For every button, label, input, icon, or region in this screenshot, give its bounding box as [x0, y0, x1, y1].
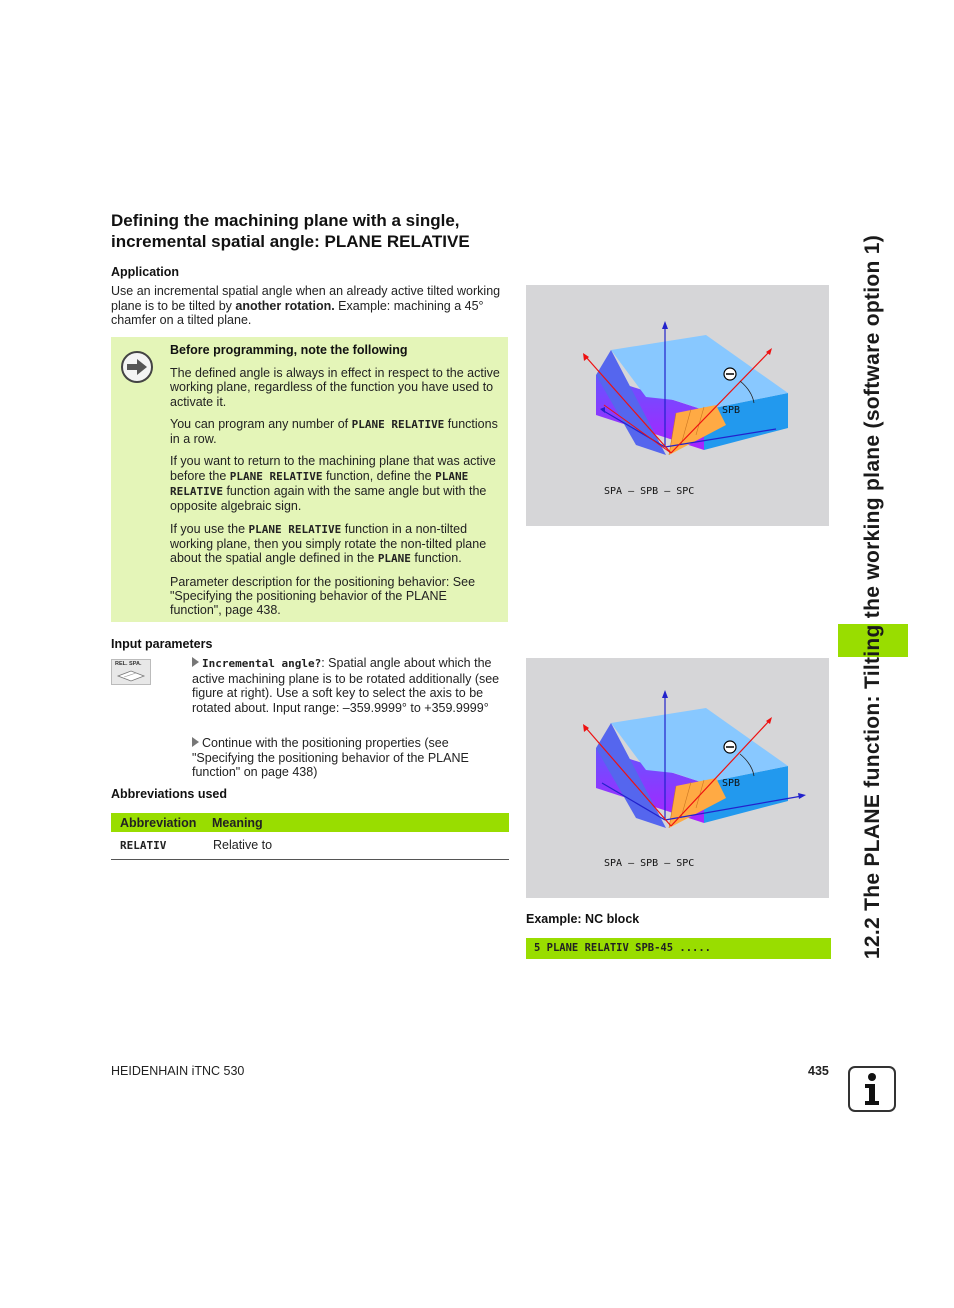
application-text: Use an incremental spatial angle when an already active tilted working plane is to be tilted by another rotation. Example: machining a 45° chamfer on a tilted plane. — [111, 284, 501, 327]
abbrev-table — [111, 813, 509, 860]
col-abbreviation: Abbreviation — [120, 815, 197, 830]
table-row: RELATIV Relative to — [111, 832, 509, 859]
figure1-spb-label: SPB — [722, 405, 741, 416]
note-p5: Parameter description for the positioning behavior: See "Specifying the positioning behavior of the PLANE function", page 438. — [170, 574, 476, 618]
note-p2: You can program any number of PLANE RELATIVE functions in a row. — [170, 416, 498, 447]
note-p4: If you use the PLANE RELATIVE function in a non-tilted working plane, then you simply rotate the non-tilted plane about the spatial angle defined in the PLANE function. — [170, 521, 487, 566]
plane-icon — [112, 668, 150, 684]
figure2-spb-label: SPB — [722, 778, 741, 789]
input-param-item1: Incremental angle?: Spatial angle about which the active machining plane is to be rotated additionally (see figure at right). Use a soft key to select the axis to be rotated about. Input range: –359.9999° to +359.9999° — [192, 656, 500, 715]
figure-1 — [526, 285, 829, 526]
note-box — [111, 337, 508, 622]
arrow-right-circle-icon — [120, 350, 154, 384]
tilted-block-illustration — [526, 658, 829, 898]
input-param-item2: Continue with the positioning properties (see "Specifying the positioning behavior of the PLANE function" on page 438) — [192, 736, 469, 779]
note-content — [170, 343, 500, 625]
tilted-block-illustration — [526, 285, 829, 526]
section-title-line2: incremental spatial angle: PLANE RELATIVE — [111, 232, 470, 251]
figure2-axes-label: SPA – SPB – SPC — [604, 858, 695, 869]
figure-2 — [526, 658, 829, 898]
bullet-triangle-icon — [192, 657, 199, 667]
example-heading: Example: NC block — [526, 912, 640, 926]
chapter-title-vertical: 12.2 The PLANE function: Tilting the working plane (software option 1) — [861, 234, 884, 960]
figure1-axes-label: SPA – SPB – SPC — [604, 486, 695, 497]
section-title-line1: Defining the machining plane with a single, — [111, 211, 460, 230]
nc-code-block: 5 PLANE RELATIV SPB-45 ..... — [526, 938, 831, 959]
page-number: 435 — [808, 1064, 829, 1078]
section-heading — [111, 210, 511, 252]
info-icon — [848, 1066, 896, 1112]
abbrev-header-row — [111, 813, 509, 832]
note-p1: The defined angle is always in effect in respect to the active working plane, regardless of the function you have used to activate it. — [170, 366, 500, 409]
application-heading: Application — [111, 265, 180, 279]
bullet-triangle-icon — [192, 737, 199, 747]
abbrev-heading: Abbreviations used — [111, 787, 227, 801]
softkey-rel-spa[interactable]: REL. SPA. — [111, 659, 151, 685]
note-heading: Before programming, note the following — [170, 343, 408, 357]
col-meaning: Meaning — [212, 815, 263, 830]
note-p3: If you want to return to the machining plane that was active before the PLANE RELATIVE function, define the PLANE RELATIVE function again with the same angle but with the opposite algebraic sign. — [170, 454, 496, 514]
input-params-heading: Input parameters — [111, 637, 213, 651]
footer-product: HEIDENHAIN iTNC 530 — [111, 1064, 245, 1078]
